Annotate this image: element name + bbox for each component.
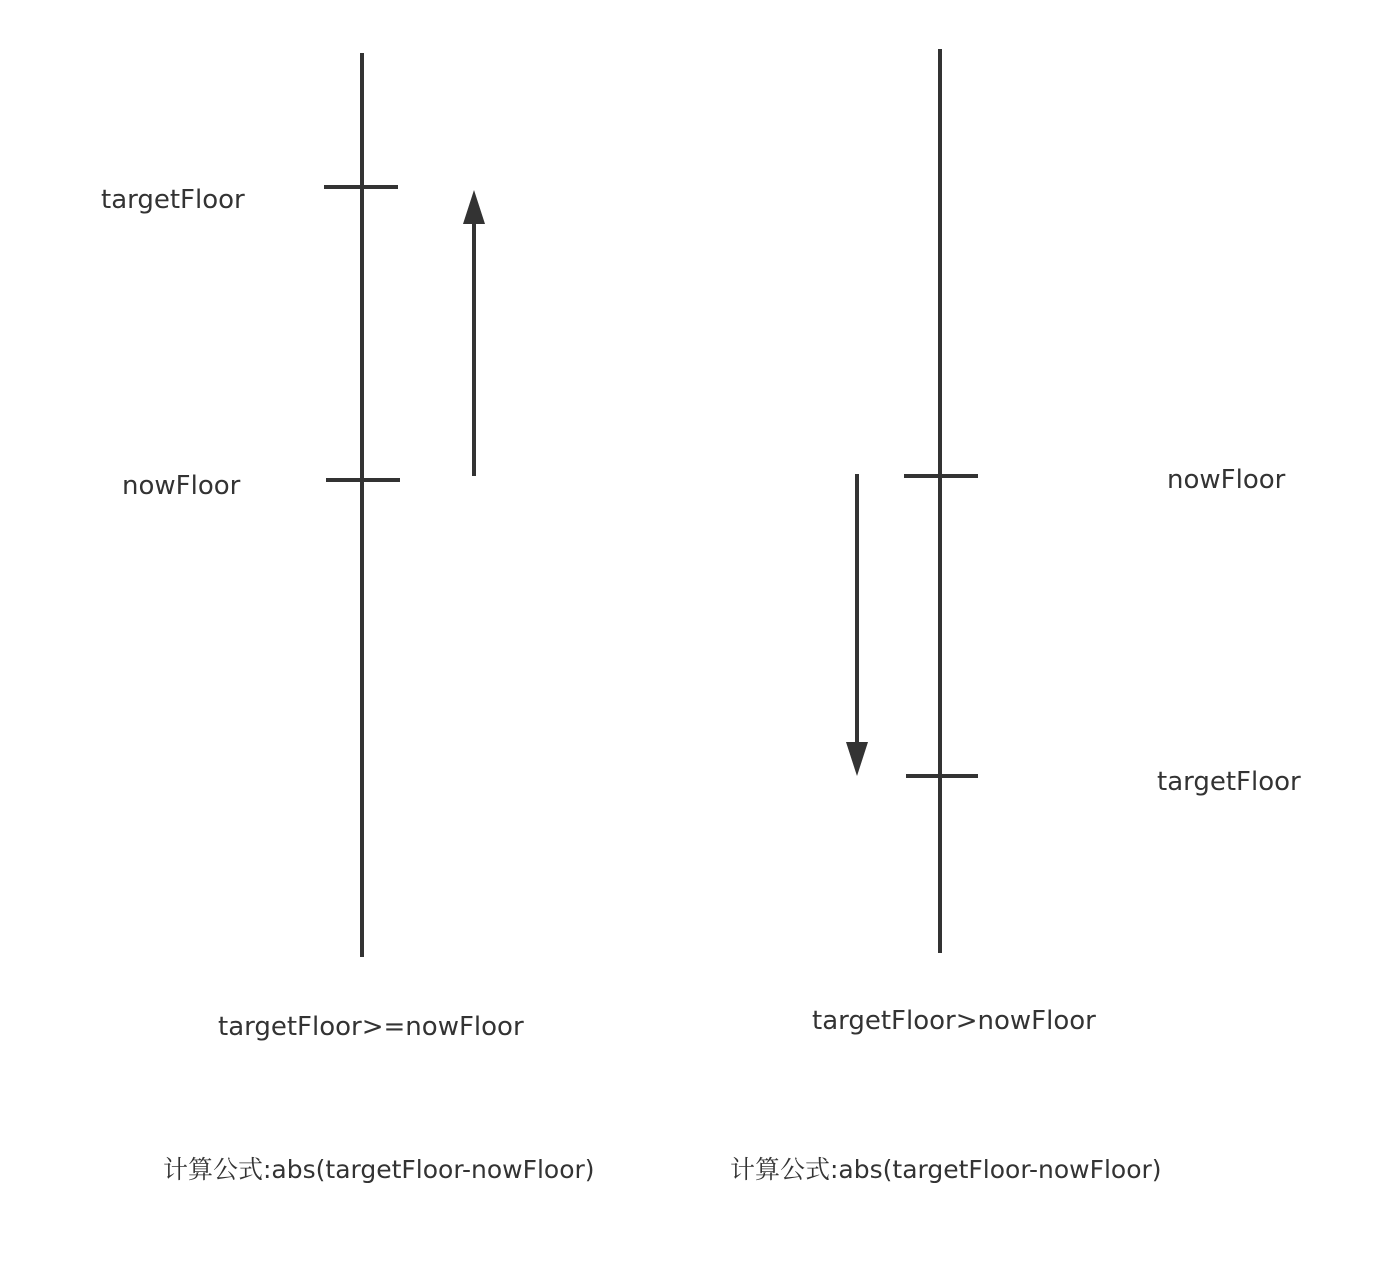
left-condition-caption: targetFloor>=nowFloor (218, 1012, 524, 1042)
right-target-floor-label: targetFloor (1157, 767, 1301, 797)
arrow-down-icon (846, 474, 868, 776)
right-condition-caption: targetFloor>nowFloor (812, 1006, 1096, 1036)
right-formula-text: 计算公式:abs(targetFloor-nowFloor) (730, 1155, 1162, 1184)
left-now-floor-label: nowFloor (122, 471, 241, 501)
right-now-floor-label: nowFloor (1167, 465, 1286, 495)
left-formula-text: 计算公式:abs(targetFloor-nowFloor) (163, 1155, 595, 1184)
left-target-floor-label: targetFloor (101, 185, 245, 215)
arrow-up-icon (463, 190, 485, 476)
